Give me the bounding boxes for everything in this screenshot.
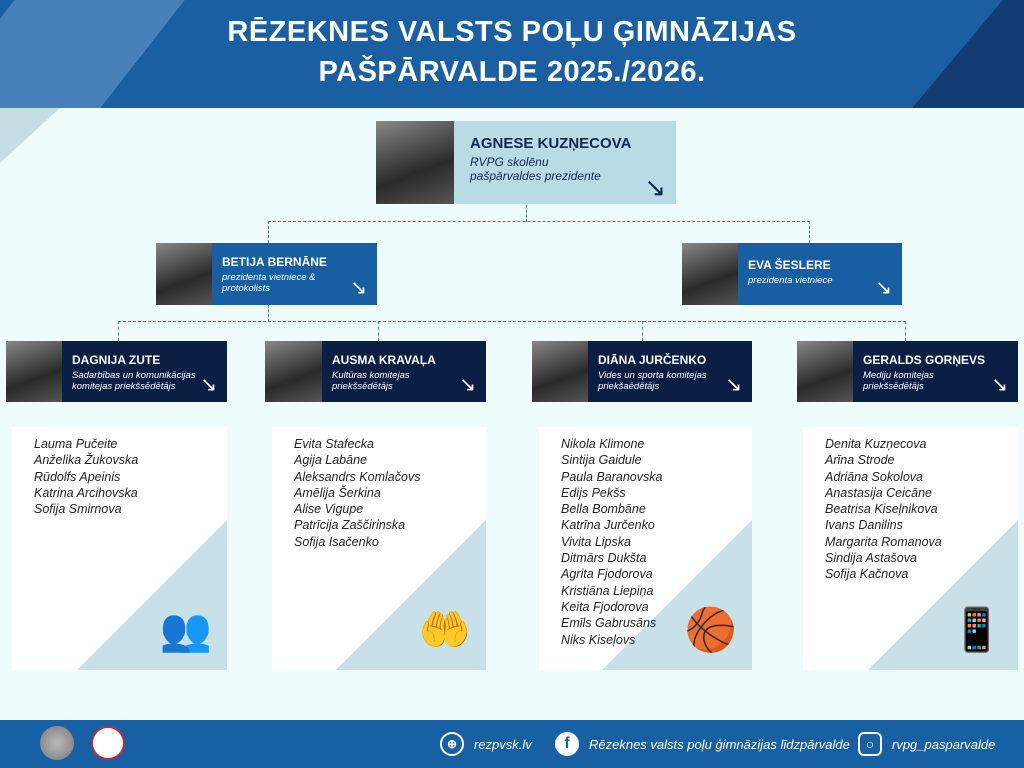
member-name: Agija Labāne <box>294 453 367 468</box>
chair-photo <box>532 341 588 402</box>
instagram-icon: ○ <box>858 732 882 756</box>
member-name: Sintija Gaidule <box>561 453 642 468</box>
sports-balls-icon: 🏀 <box>684 606 737 653</box>
connector <box>118 321 906 341</box>
member-name: Katrīna Jurčenko <box>561 518 655 533</box>
member-name: Anželika Žukovska <box>34 453 139 468</box>
social-media-icon: 📱 <box>950 606 1003 653</box>
member-list <box>272 427 486 550</box>
chair-photo <box>797 341 853 402</box>
globe-icon: ⊕ <box>440 732 464 756</box>
connector <box>268 221 810 243</box>
member-name: Beatrisa Kiseļnikova <box>825 502 938 517</box>
member-name: Adriāna Sokolova <box>825 469 923 484</box>
vice-photo <box>682 243 738 305</box>
connector <box>268 305 269 322</box>
arrow-icon: ↘ <box>350 277 367 299</box>
chair-name: DIĀNA JURČENKO <box>598 353 707 367</box>
member-name: Sofija Kačnova <box>825 567 909 582</box>
member-name: Kristiāna Liepiņa <box>561 583 654 598</box>
member-name: Denita Kuzņecova <box>825 437 927 451</box>
member-name: Paula Baranovska <box>561 469 663 484</box>
member-name: Niks Kiseļovs <box>561 632 636 647</box>
president-name: AGNESE KUZŅECOVA <box>470 135 632 152</box>
member-name: Alise Vigupe <box>294 502 364 517</box>
member-name: Sindija Astašova <box>825 551 917 566</box>
member-name: Sofija Smirnova <box>34 502 122 517</box>
member-name: Sofija Isačenko <box>294 534 379 549</box>
member-name: Ditmārs Dukšta <box>561 551 647 566</box>
member-name: Katrina Arcihovska <box>34 485 138 500</box>
vice-card <box>682 243 902 305</box>
vice-role: prezidenta vietniece & protokolists <box>222 272 316 294</box>
arrow-icon: ↘ <box>991 374 1008 396</box>
chair-name: GERALDS GORŅEVS <box>863 353 986 367</box>
member-name: Evita Stafecka <box>294 437 374 451</box>
website-link[interactable] <box>440 732 532 756</box>
decor-triangle <box>0 108 60 163</box>
communication-icon: 👥 <box>159 606 212 653</box>
member-name: Rūdolfs Apeinis <box>34 469 121 484</box>
arrow-icon: ↘ <box>200 374 217 396</box>
committee-card <box>797 341 1018 402</box>
arrow-icon: ↘ <box>875 277 892 299</box>
arrow-icon: ↘ <box>459 374 476 396</box>
school-logo <box>40 726 74 760</box>
chair-name: DAGNIJA ZUTE <box>72 353 161 367</box>
chair-role: Sadarbības un komunikācijas komitejas priekšsēdētājs <box>72 370 196 392</box>
member-name: Anastasija Ceicāne <box>825 485 933 500</box>
chair-role: Mediju komitejas priekšsēdētājs <box>863 370 934 392</box>
page-title: RĒZEKNES VALSTS POĻU ĢIMNĀZIJAS <box>227 16 797 48</box>
website-text: rezpvsk.lv <box>474 736 532 752</box>
member-name: Bella Bombāne <box>561 502 646 517</box>
chair-photo <box>265 341 322 402</box>
footer <box>0 720 1024 768</box>
president-role: RVPG skolēnu pašpārvaldes prezidente <box>470 155 601 183</box>
vice-role: prezidenta vietniece <box>748 275 833 286</box>
members-panel <box>803 427 1018 670</box>
arrow-icon: ↘ <box>644 172 666 202</box>
connector <box>642 321 643 341</box>
chair-role: Kultūras komitejas priekšsēdētājs <box>332 370 410 392</box>
arrow-icon: ↘ <box>725 374 742 396</box>
member-name: Amēlija Šerkina <box>294 485 381 500</box>
vice-photo <box>156 243 212 305</box>
member-name: Patrīcija Zaščirinska <box>294 518 406 533</box>
member-name: Edijs Pekšs <box>561 485 626 500</box>
connector <box>378 321 379 341</box>
vice-name: BETIJA BERNĀNE <box>222 255 327 269</box>
member-name: Lauma Pučeite <box>34 437 118 451</box>
page-subtitle: PAŠPĀRVALDE 2025./2026. <box>318 56 706 88</box>
header <box>0 0 1024 108</box>
member-name: Agrita Fjodorova <box>561 567 653 582</box>
vice-name: EVA ŠESLERE <box>748 258 831 272</box>
chair-photo <box>6 341 62 402</box>
instagram-link[interactable] <box>858 732 995 756</box>
member-name: Emīls Gabrusāns <box>561 616 657 631</box>
member-name: Nikola Klimone <box>561 437 645 451</box>
anniversary-logo <box>91 726 125 760</box>
members-panel <box>272 427 486 670</box>
vice-card <box>156 243 377 305</box>
member-name: Aleksandrs Komlačovs <box>294 469 421 484</box>
member-list <box>803 427 1018 583</box>
facebook-text: Rēzeknes valsts poļu ģimnāzijas līdzpārvalde <box>589 736 850 752</box>
president-card <box>376 121 676 204</box>
facebook-icon: f <box>555 732 579 756</box>
instagram-text: rvpg_pasparvalde <box>892 736 996 752</box>
committee-card <box>265 341 486 402</box>
community-hands-icon: 🤲 <box>418 606 471 653</box>
member-name: Vivita Lipska <box>561 534 631 549</box>
committee-card <box>532 341 752 402</box>
facebook-link[interactable] <box>555 732 850 756</box>
member-name: Arīna Strode <box>825 453 895 468</box>
chair-name: AUSMA KRAVAĻA <box>332 353 436 367</box>
connector <box>526 205 527 222</box>
president-photo <box>376 121 454 204</box>
member-name: Margarita Romanova <box>825 534 942 549</box>
members-panel <box>539 427 752 670</box>
committee-card <box>6 341 227 402</box>
chair-role: Vides un sporta komitejas priekšaēdētājs <box>598 370 707 392</box>
members-panel <box>12 427 227 670</box>
member-name: Keita Fjodorova <box>561 599 649 614</box>
member-list <box>12 427 227 517</box>
member-name: Ivans Danilins <box>825 518 903 533</box>
